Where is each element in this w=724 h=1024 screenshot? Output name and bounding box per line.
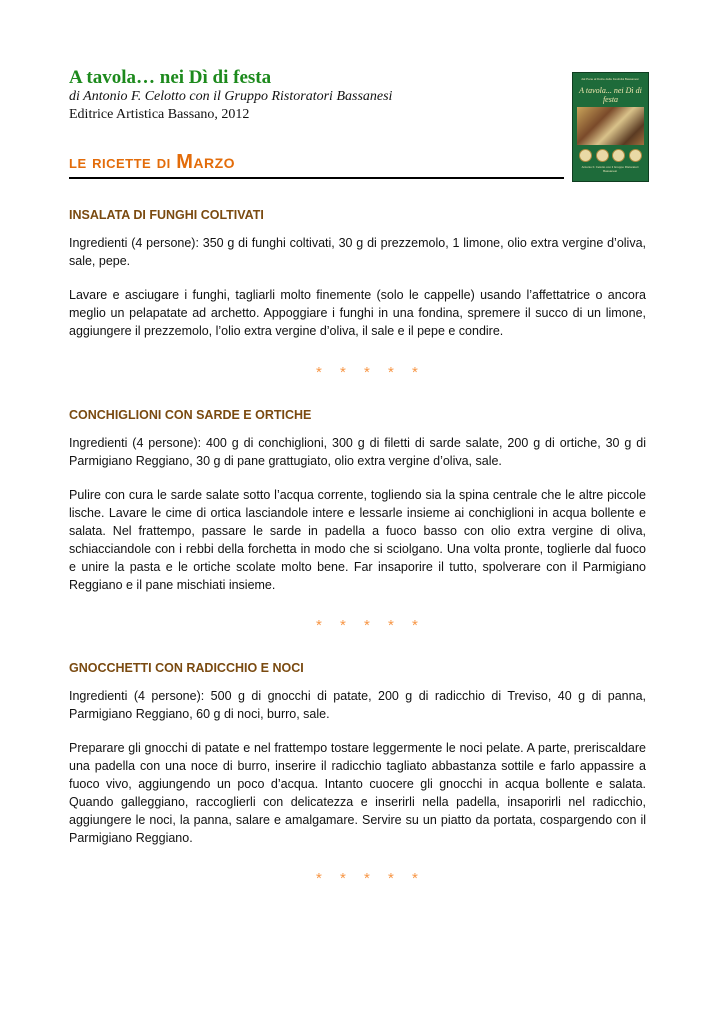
section-month: Marzo [176,151,236,173]
recipe-title: GNOCCHETTI CON RADICCHIO E NOCI [69,661,304,675]
cover-bottom-text: Antonio F. Celotto con il Gruppo Ristoratori Bassanesi [581,165,639,173]
heading-rule [69,177,564,179]
cover-title: A tavola... nei Dì di festa [579,86,642,104]
separator-stars: * * * * * [316,617,425,634]
book-publisher: Editrice Artistica Bassano, 2012 [69,107,250,122]
recipe-ingredients: Ingredienti (4 persone): 350 g di funghi coltivati, 30 g di prezzemolo, 1 limone, olio extra vergine d’oliva, sale, pepe. [69,236,646,268]
separator-stars: * * * * * [316,870,425,887]
recipe-ingredients: Ingredienti (4 persone): 400 g di conchiglioni, 300 g di filetti di sarde salate, 200 g di ortiche, 30 g di Parmigiano Reggiano, 30 g di pane grattugiato, olio extra vergine d’oliva, sale. [69,436,646,468]
separator-stars: * * * * * [316,364,425,381]
book-title: A tavola… nei Dì di festa [69,67,272,88]
cover-plates [579,149,642,161]
recipe-title: CONCHIGLIONI CON SARDE E ORTICHE [69,408,312,422]
recipe-method: Lavare e asciugare i funghi, tagliarli molto finemente (solo le cappelle) usando l’affettatrice o ancora meglio un pelapatate ad archetto. Appoggiare i funghi in una fondina, spremere il succo di un limone, aggiungere il prezzemolo, l’olio extra vergine d’oliva, il sale e il pepe e condire. [69,288,646,338]
section-prefix: le ricette di [69,152,171,172]
recipe-ingredients: Ingredienti (4 persone): 500 g di gnocchi di patate, 200 g di radicchio di Treviso, 40 g di panna, Parmigiano Reggiano, 60 g di noci, burro, sale. [69,689,646,721]
recipe-method: Pulire con cura le sarde salate sotto l’acqua corrente, togliendo sia la spina centrale che le altre piccole lische. Lavare le cime di ortica lasciandole intere e lessarle insieme ai conchiglioni in acqua bollente e salata. Nel frattempo, passare le sarde in padella a fuoco basso con olio extra vergine di oliva, schiacciandole con i rebbi della forchetta in modo che si sciolgano. Una volta pronte, toglierle dal fuoco e unire la pasta e le ortiche scolate molto bene. Far insaporire il tutto, spolverare con il Parmigiano Reggiano e il pane mischiati insieme. [69,488,646,592]
cover-painting [577,107,644,145]
book-cover-image [572,72,649,182]
section-heading [69,150,235,174]
book-authors: di Antonio F. Celotto con il Gruppo Ristoratori Bassanesi [69,89,393,104]
recipe-title: INSALATA DI FUNGHI COLTIVATI [69,208,264,222]
recipe-method: Preparare gli gnocchi di patate e nel frattempo tostare leggermente le noci pelate. A parte, preriscaldare una padella con una noce di burro, inserire il radicchio tagliato abbastanza sottile e farlo appassire a fuoco vivo, aggiungendo un poco d’acqua. Intanto cuocere gli gnocchi in acqua bollente e salata. Quando galleggiano, raccoglierli con delicatezza e inserirli nella padella, insaporirli nel radicchio, aggiungere le noci, la panna, salare e amalgamare. Servire su un piatto da portata, cospargendo con il Parmigiano Reggiano. [69,741,646,845]
cover-top-text: dal Pane al Dolce delle Festività Bassanesi [581,77,639,81]
